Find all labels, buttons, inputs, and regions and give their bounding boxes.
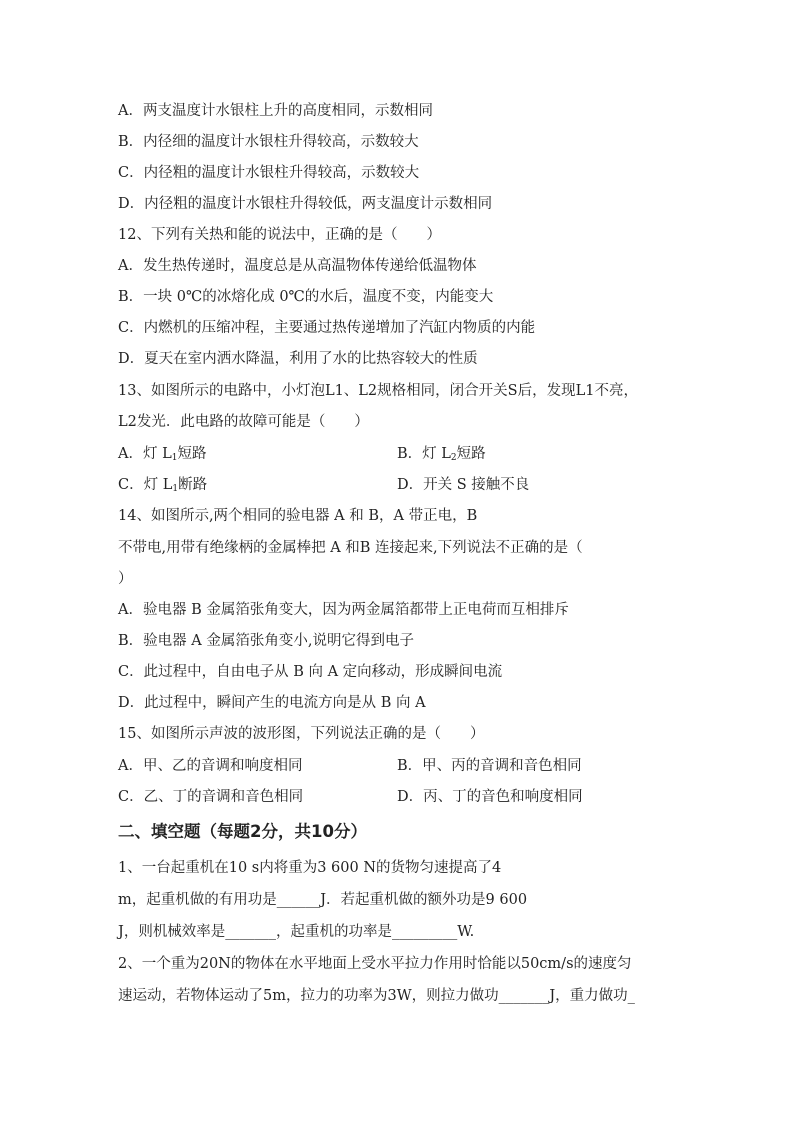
q11-option-d: D．内径粗的温度计水银柱升得较低，两支温度计示数相同 (118, 196, 493, 212)
q14-stem-line3: ） (118, 571, 133, 587)
section-heading-fill-in: 二、填空题（每题2分，共10分） (118, 822, 367, 841)
q13-option-a-prefix: A．灯 L (118, 446, 172, 462)
q13-option-c-prefix: C．灯 L (118, 477, 173, 493)
q15-option-b: B．甲、丙的音调和音色相同 (397, 758, 582, 774)
q13-option-a (118, 439, 388, 470)
q15-option-c: C．乙、丁的音调和音色相同 (118, 789, 304, 805)
q13-stem-line1: 13、如图所示的电路中，小灯泡L1、L2规格相同，闭合开关S后，发现L1不亮， (118, 383, 638, 399)
fill1-line2: m，起重机做的有用功是______J．若起重机做的额外功是9 600 (118, 892, 528, 908)
fill1-line1: 1、一台起重机在10 s内将重为3 600 N的货物匀速提高了4 (118, 860, 502, 876)
q12-option-c: C．内燃机的压缩冲程，主要通过热传递增加了汽缸内物质的内能 (118, 320, 536, 336)
q13-option-a-subscript: 1 (171, 453, 178, 463)
q11-option-c: C．内径粗的温度计水银柱升得较高，示数较大 (118, 165, 420, 181)
q12-option-a: A．发生热传递时，温度总是从高温物体传递给低温物体 (118, 258, 477, 274)
q15-option-d: D．丙、丁的音色和响度相同 (397, 789, 583, 805)
q13-option-c-suffix: 断路 (178, 477, 208, 493)
q14-stem-line1: 14、如图所示,两个相同的验电器 A 和 B，A 带正电，B (118, 508, 478, 524)
q14-option-c: C．此过程中，自由电子从 B 向 A 定向移动，形成瞬间电流 (118, 664, 503, 680)
q13-option-b (397, 439, 687, 470)
q12-stem: 12、下列有关热和能的说法中，正确的是（ ） (118, 227, 441, 243)
q13-option-d: D．开关 S 接触不良 (397, 477, 530, 493)
q13-option-c-subscript: 1 (172, 484, 179, 494)
q11-option-a: A．两支温度计水银柱上升的高度相同，示数相同 (118, 103, 433, 119)
q13-option-b-prefix: B．灯 L (397, 446, 451, 462)
q14-option-d: D．此过程中，瞬间产生的电流方向是从 B 向 A (118, 695, 426, 711)
q14-option-a: A．验电器 B 金属箔张角变大，因为两金属箔都带上正电荷而互相排斥 (118, 602, 569, 618)
q11-option-b: B．内径细的温度计水银柱升得较高，示数较大 (118, 134, 419, 150)
q12-option-b: B．一块 0℃的冰熔化成 0℃的水后，温度不变，内能变大 (118, 289, 494, 305)
q13-stem-line2: L2发光．此电路的故障可能是（ ） (118, 414, 369, 430)
q14-stem-line2: 不带电,用带有绝缘柄的金属棒把 A 和B 连接起来,下列说法不正确的是（ (118, 540, 583, 556)
q13-option-b-suffix: 短路 (456, 446, 486, 462)
q13-option-b-subscript: 2 (450, 453, 457, 463)
q15-option-a: A．甲、乙的音调和响度相同 (118, 758, 303, 774)
fill2-line2: 速运动，若物体运动了5m，拉力的功率为3W，则拉力做功_______J，重力做功_ (118, 988, 635, 1004)
fill2-line1: 2、一个重为20N的物体在水平地面上受水平拉力作用时恰能以50cm/s的速度匀 (118, 956, 632, 972)
q14-option-b: B．验电器 A 金属箔张角变小,说明它得到电子 (118, 633, 414, 649)
q15-stem: 15、如图所示声波的波形图，下列说法正确的是（ ） (118, 726, 485, 742)
q13-option-c (118, 470, 388, 501)
q12-option-d: D．夏天在室内洒水降温，利用了水的比热容较大的性质 (118, 351, 478, 367)
fill1-line3: J，则机械效率是_______，起重机的功率是_________W. (118, 924, 475, 940)
q13-option-a-suffix: 短路 (177, 446, 207, 462)
